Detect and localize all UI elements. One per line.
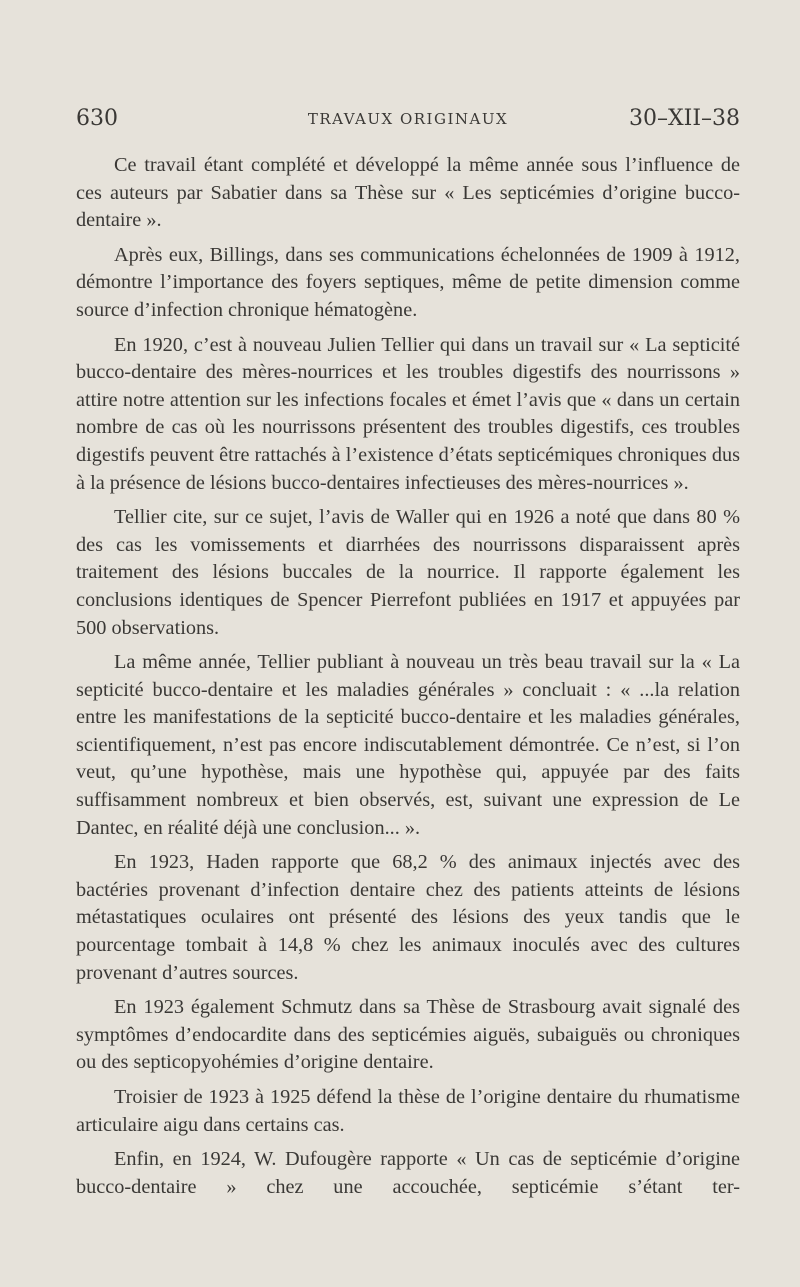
paragraph: En 1920, c’est à nouveau Julien Tellier qui dans un travail sur « La septicité bucco-dentaire des mères-nourrices et les troubles digestifs des nourrissons » attire notre attention sur les infections focales et émet l’avis que « dans un certain nombre de cas où les nourrissons présentent des troubles digestifs, ces troubles digestifs peuvent être rattachés à l’existence d’états septicémiques chroniques dus à la présence de lésions bucco-dentaires infectieuses des mères-nourrices ». [76,333,740,494]
paragraph: En 1923 également Schmutz dans sa Thèse de Strasbourg avait signalé des symptômes d’endocardite dans des septicémies aiguës, subaiguës ou chroniques ou des septicopyohémies d’origine dentaire. [76,996,740,1074]
header-date: 30–XII–38 [628,106,740,131]
paragraph: Après eux, Billings, dans ses communications échelonnées de 1909 à 1912, démontre l’importance des foyers septiques, même de petite dimension comme source d’infection chronique hématogène. [76,243,740,321]
paragraph: Enfin, en 1924, W. Dufougère rapporte « Un cas de septicémie d’origine bucco-dentaire » chez une accouchée, septicémie s’étant ter- [76,1148,740,1198]
running-title: TRAVAUX ORIGINAUX [307,110,509,128]
page-header [76,106,740,136]
page-number: 630 [76,106,118,131]
paragraph: Troisier de 1923 à 1925 défend la thèse de l’origine dentaire du rhumatisme articulaire aigu dans certains cas. [76,1086,740,1136]
paragraph: Tellier cite, sur ce sujet, l’avis de Waller qui en 1926 a noté que dans 80 % des cas les vomissements et diarrhées des nourrissons disparaissent après traitement des lésions buccales de la nourrice. Il rapporte également les conclusions identiques de Spencer Pierrefont publiées en 1917 et appuyées par 500 observations. [76,506,740,639]
body-text [76,152,740,1208]
paragraph: La même année, Tellier publiant à nouveau un très beau travail sur la « La septicité bucco-dentaire et les maladies générales » concluait : « ...la relation entre les manifestations de la septicité bucco-dentaire et les maladies générales, scientifiquement, n’est pas encore indiscutablement démontrée. Ce n’est, si l’on veut, qu’une hypothèse, mais une hypothèse qui, appuyée par des faits suffisamment nombreux et bien observés, est, suivant une expression de Le Dantec, en réalité déjà une conclusion... ». [76,651,740,839]
paragraph: Ce travail étant complété et développé la même année sous l’influence de ces auteurs par Sabatier dans sa Thèse sur « Les septicémies d’origine bucco-dentaire ». [76,154,740,232]
paragraph: En 1923, Haden rapporte que 68,2 % des animaux injectés avec des bactéries provenant d’infection dentaire chez des patients atteints de lésions métastatiques oculaires ont présenté des lésions des yeux tandis que le pourcentage tombait à 14,8 % chez les animaux inoculés avec des cultures provenant d’autres sources. [76,851,740,984]
